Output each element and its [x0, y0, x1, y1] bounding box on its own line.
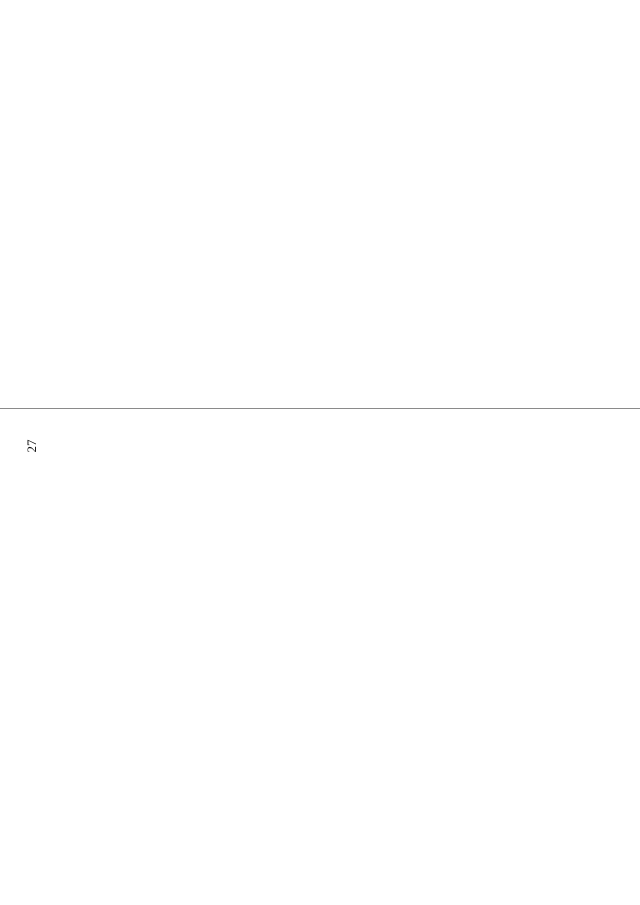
rotated-table-region	[55, 0, 640, 905]
page-number: 27	[24, 439, 39, 453]
